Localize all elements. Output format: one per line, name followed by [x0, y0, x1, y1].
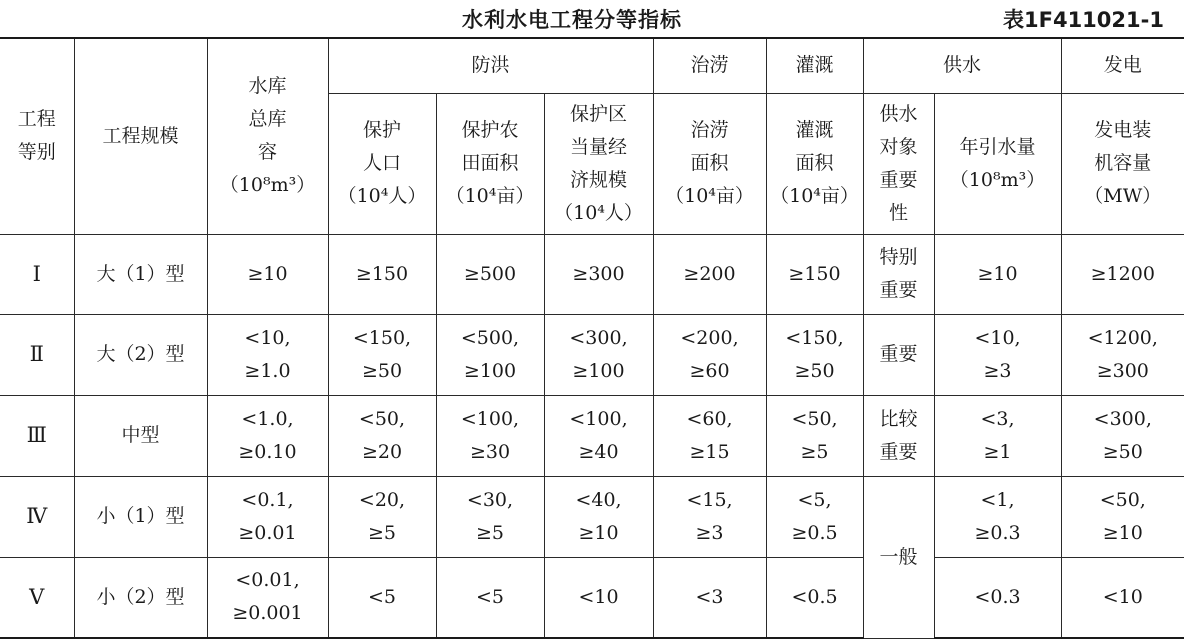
cell-pop: <150, ≥50 [328, 314, 436, 395]
table-row [0, 476, 1184, 557]
cell-volume: <0.3 [934, 557, 1061, 638]
cell-scale: 大（2）型 [74, 314, 207, 395]
cell-irr: ≥150 [766, 234, 863, 314]
header-flood-econ: 保护区 当量经 济规模 （10⁴人） [544, 93, 653, 234]
cell-power: <300, ≥50 [1061, 395, 1184, 476]
cell-farm: <5 [436, 557, 544, 638]
cell-reservoir: <1.0, ≥0.10 [207, 395, 328, 476]
table-row [0, 395, 1184, 476]
cell-power: <10 [1061, 557, 1184, 638]
cell-power: <1200, ≥300 [1061, 314, 1184, 395]
header-supply-importance: 供水 对象 重要 性 [863, 93, 934, 234]
table-row [0, 557, 1184, 638]
cell-econ: <300, ≥100 [544, 314, 653, 395]
cell-farm: <500, ≥100 [436, 314, 544, 395]
cell-importance: 比较 重要 [863, 395, 934, 476]
cell-volume: ≥10 [934, 234, 1061, 314]
header-grade: 工程 等别 [0, 38, 74, 234]
cell-farm: ≥500 [436, 234, 544, 314]
header-irrigation-area: 灌溉 面积 （10⁴亩） [766, 93, 863, 234]
cell-importance: 一般 [863, 476, 934, 638]
cell-volume: <3, ≥1 [934, 395, 1061, 476]
table-title: 水利水电工程分等指标 [462, 8, 682, 32]
header-reservoir: 水库 总库 容 （10⁸m³） [207, 38, 328, 234]
cell-volume: <1, ≥0.3 [934, 476, 1061, 557]
cell-reservoir: <0.1, ≥0.01 [207, 476, 328, 557]
cell-reservoir: <0.01, ≥0.001 [207, 557, 328, 638]
header-flood-farm: 保护农 田面积 （10⁴亩） [436, 93, 544, 234]
cell-grade: Ⅱ [0, 314, 74, 395]
cell-farm: <100, ≥30 [436, 395, 544, 476]
cell-grade: Ⅳ [0, 476, 74, 557]
cell-pop: <5 [328, 557, 436, 638]
table-row [0, 234, 1184, 314]
cell-pop: <50, ≥20 [328, 395, 436, 476]
cell-grade: Ⅰ [0, 234, 74, 314]
cell-grade: Ⅲ [0, 395, 74, 476]
cell-irr: <5, ≥0.5 [766, 476, 863, 557]
cell-reservoir: ≥10 [207, 234, 328, 314]
cell-scale: 中型 [74, 395, 207, 476]
cell-drain: <200, ≥60 [653, 314, 766, 395]
table-number: 表1F411021-1 [1003, 8, 1164, 32]
cell-pop: ≥150 [328, 234, 436, 314]
header-drainage: 治涝 [653, 38, 766, 93]
cell-scale: 小（2）型 [74, 557, 207, 638]
cell-drain: ≥200 [653, 234, 766, 314]
grading-table [0, 37, 1184, 639]
cell-scale: 大（1）型 [74, 234, 207, 314]
header-scale: 工程规模 [74, 38, 207, 234]
cell-irr: <150, ≥50 [766, 314, 863, 395]
header-power-capacity: 发电装 机容量 （MW） [1061, 93, 1184, 234]
cell-econ: ≥300 [544, 234, 653, 314]
cell-drain: <60, ≥15 [653, 395, 766, 476]
cell-importance: 重要 [863, 314, 934, 395]
cell-power: <50, ≥10 [1061, 476, 1184, 557]
cell-drain: <15, ≥3 [653, 476, 766, 557]
cell-econ: <100, ≥40 [544, 395, 653, 476]
header-power: 发电 [1061, 38, 1184, 93]
cell-farm: <30, ≥5 [436, 476, 544, 557]
cell-volume: <10, ≥3 [934, 314, 1061, 395]
header-flood: 防洪 [328, 38, 653, 93]
header-supply-volume: 年引水量 （10⁸m³） [934, 93, 1061, 234]
cell-irr: <50, ≥5 [766, 395, 863, 476]
cell-pop: <20, ≥5 [328, 476, 436, 557]
cell-grade: Ⅴ [0, 557, 74, 638]
table-row [0, 314, 1184, 395]
cell-econ: <40, ≥10 [544, 476, 653, 557]
cell-econ: <10 [544, 557, 653, 638]
header-irrigation: 灌溉 [766, 38, 863, 93]
cell-power: ≥1200 [1061, 234, 1184, 314]
cell-irr: <0.5 [766, 557, 863, 638]
cell-drain: <3 [653, 557, 766, 638]
header-flood-pop: 保护 人口 （10⁴人） [328, 93, 436, 234]
cell-scale: 小（1）型 [74, 476, 207, 557]
cell-reservoir: <10, ≥1.0 [207, 314, 328, 395]
cell-importance: 特别 重要 [863, 234, 934, 314]
header-drainage-area: 治涝 面积 （10⁴亩） [653, 93, 766, 234]
header-supply: 供水 [863, 38, 1061, 93]
